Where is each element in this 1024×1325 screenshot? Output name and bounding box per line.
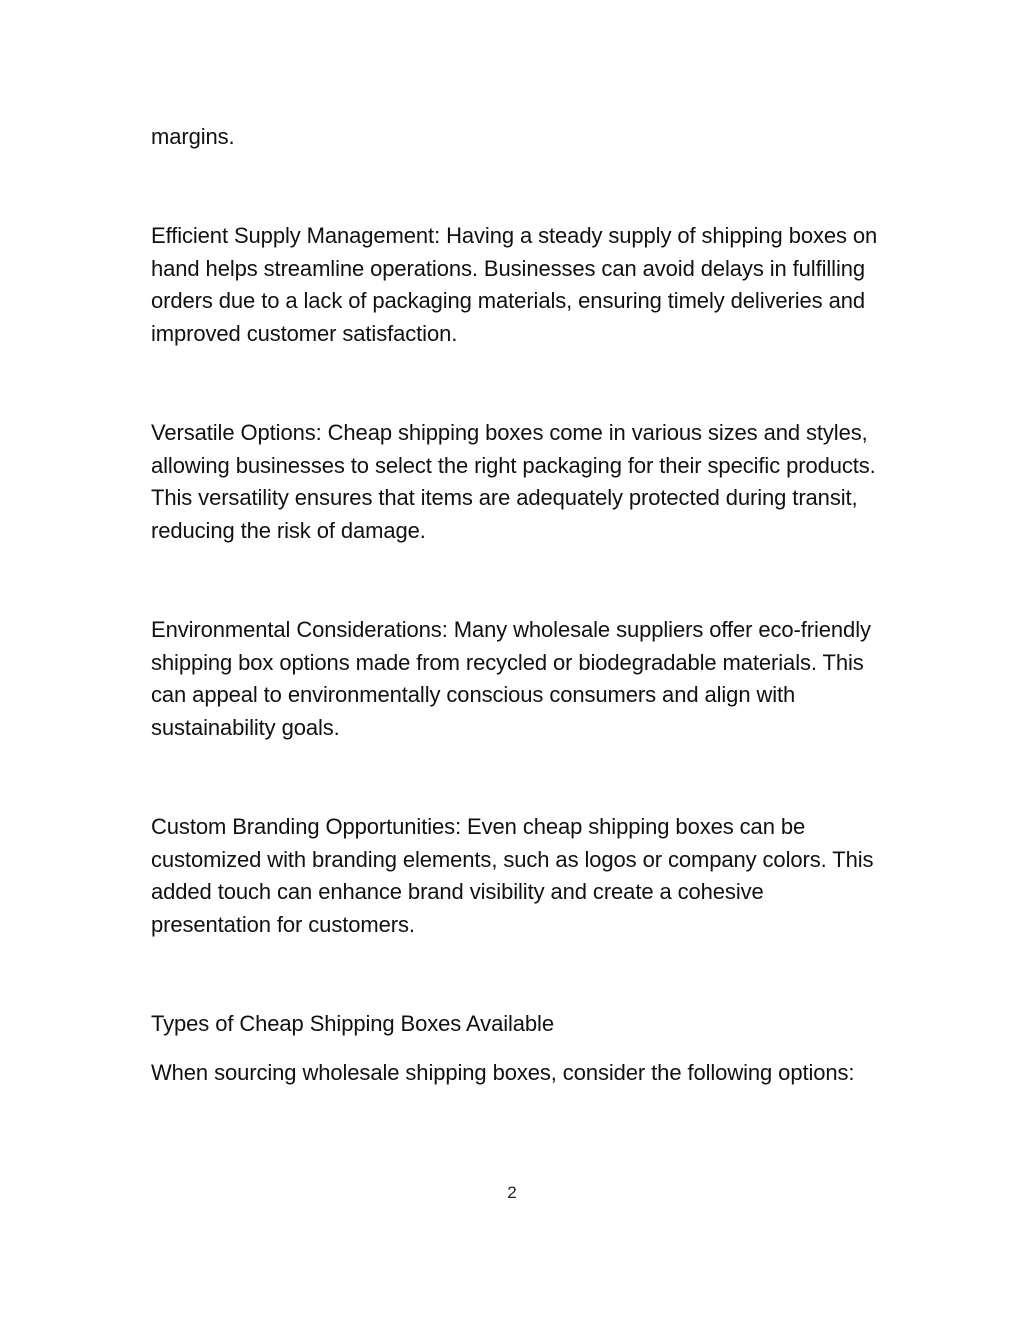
paragraph-versatile-options: Versatile Options: Cheap shipping boxes come in various sizes and styles, allowing businesses to select the right packaging for their specific products. This versatility ensures that items are adequately protected during transit, reducing the risk of damage. — [151, 420, 876, 543]
paragraph-margins: margins. — [151, 124, 235, 149]
paragraph-custom-branding: Custom Branding Opportunities: Even cheap shipping boxes can be customized with branding elements, such as logos or company colors. This added touch can enhance brand visibility and create a cohesive presentation for customers. — [151, 814, 874, 937]
section-heading: Types of Cheap Shipping Boxes Available — [151, 1011, 554, 1036]
paragraph-environmental-considerations: Environmental Considerations: Many wholesale suppliers offer eco-friendly shipping box options made from recycled or biodegradable materials. This can appeal to environmentally conscious consumers and align with sustainability goals. — [151, 617, 871, 740]
page-number: 2 — [507, 1183, 517, 1202]
paragraph-efficient-supply-management: Efficient Supply Management: Having a steady supply of shipping boxes on hand helps streamline operations. Businesses can avoid delays in fulfilling orders due to a lack of packaging materials, ensuring timely deliveries and improved customer satisfaction. — [151, 223, 878, 346]
section-intro: When sourcing wholesale shipping boxes, consider the following options: — [151, 1060, 855, 1085]
